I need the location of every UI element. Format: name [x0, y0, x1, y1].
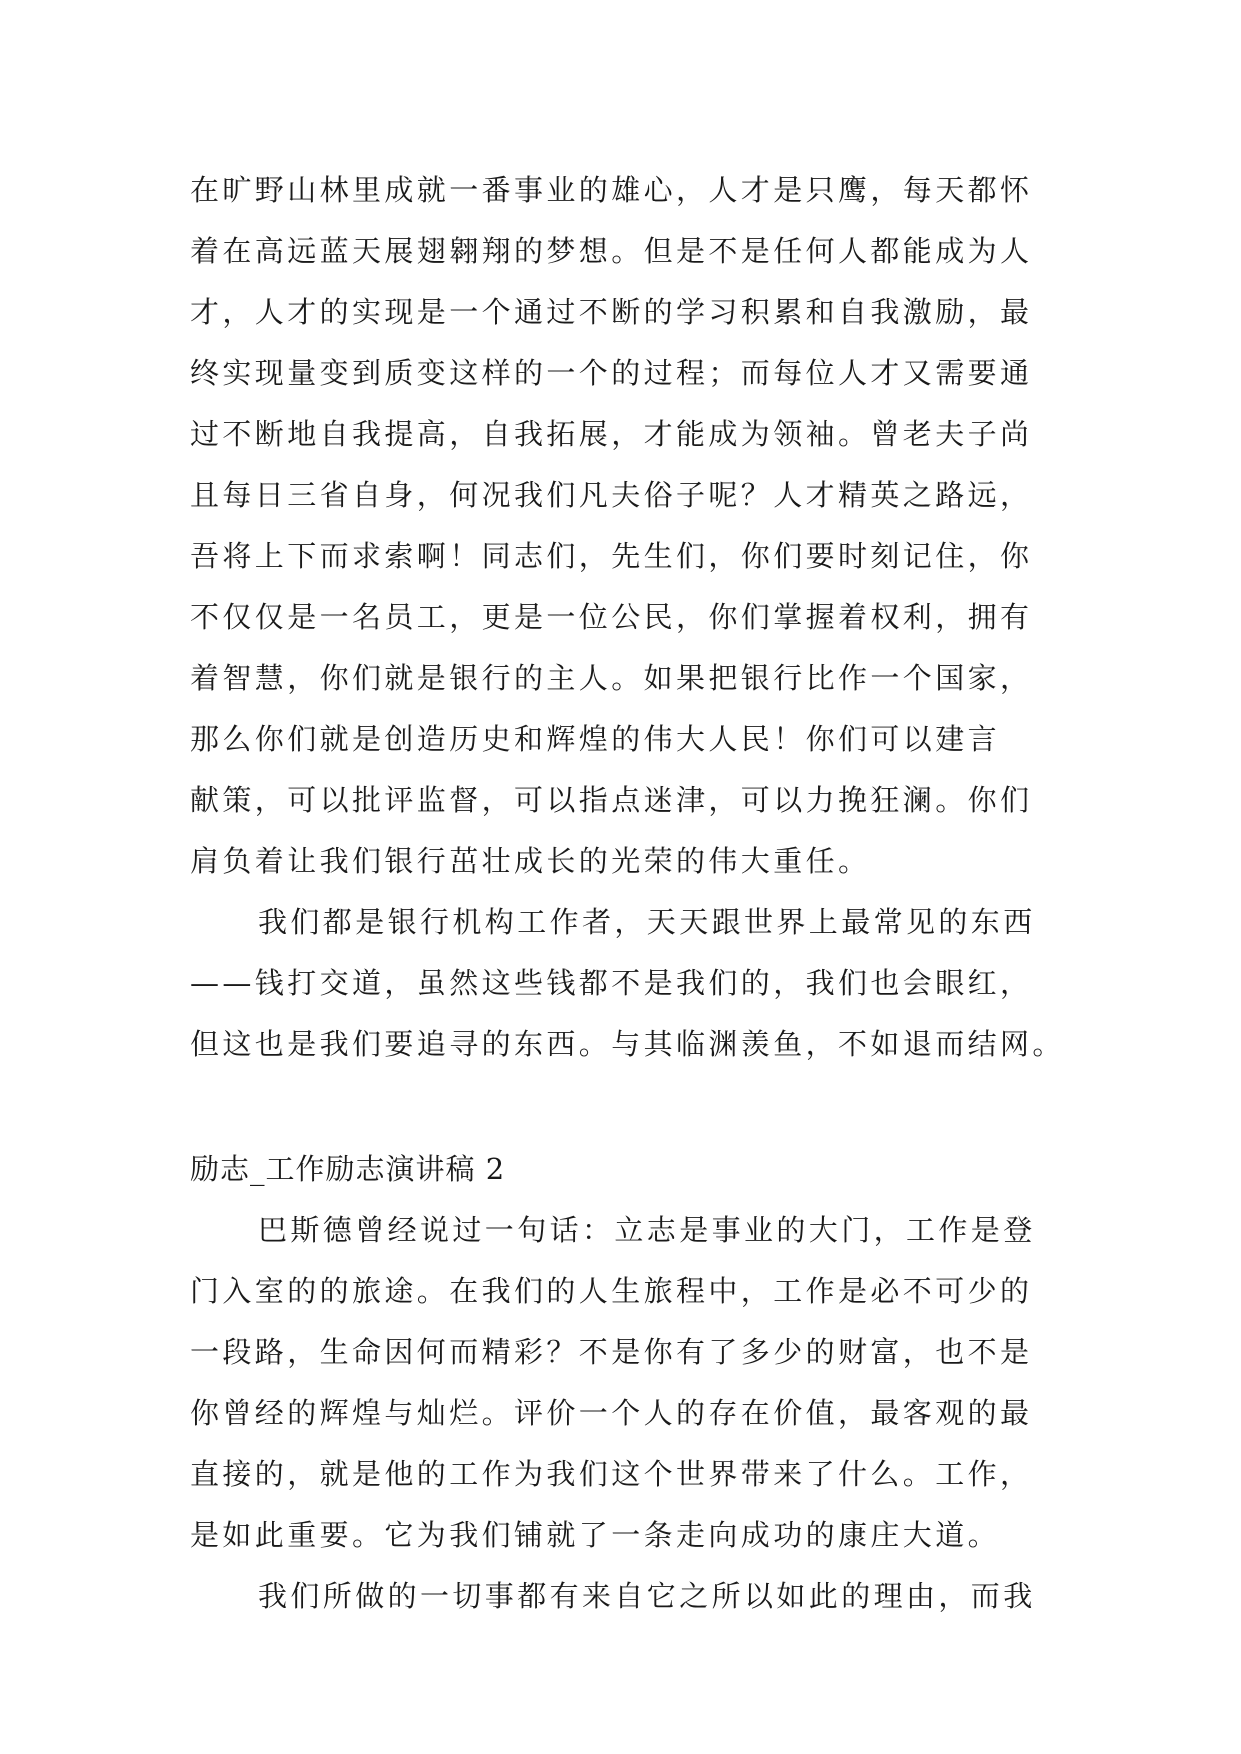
text-line: 且每日三省自身，何况我们凡夫俗子呢？人才精英之路远，	[190, 478, 1033, 512]
text-line: 献策，可以批评监督，可以指点迷津，可以力挽狂澜。你们	[190, 783, 1033, 817]
text-line: 肩负着让我们银行茁壮成长的光荣的伟大重任。	[190, 844, 871, 878]
section-spacer	[190, 1075, 1060, 1139]
text-line: 着在高远蓝天展翅翱翔的梦想。但是不是任何人都能成为人	[190, 234, 1033, 268]
section-heading: 励志_工作励志演讲稿 2	[190, 1152, 506, 1186]
text-line: 才，人才的实现是一个通过不断的学习积累和自我激励，最	[190, 295, 1033, 329]
text-line: 直接的，就是他的工作为我们这个世界带来了什么。工作，	[190, 1457, 1033, 1491]
paragraph-reasons	[190, 1566, 1060, 1627]
paragraph-pasteur	[190, 1200, 1060, 1566]
text-line: 门入室的的旅途。在我们的人生旅程中，工作是必不可少的	[190, 1274, 1033, 1308]
text-line: 在旷野山林里成就一番事业的雄心，人才是只鹰，每天都怀	[190, 173, 1033, 207]
text-line: 着智慧，你们就是银行的主人。如果把银行比作一个国家，	[190, 661, 1033, 695]
text-line: 是如此重要。它为我们铺就了一条走向成功的康庄大道。	[190, 1518, 1001, 1552]
document-page	[190, 160, 1065, 1627]
text-line: ——钱打交道，虽然这些钱都不是我们的，我们也会眼红，	[190, 966, 1033, 1000]
paragraph-continued	[190, 160, 1060, 892]
text-line: 那么你们就是创造历史和辉煌的伟大人民！你们可以建言	[190, 722, 1001, 756]
text-line: 吾将上下而求索啊！同志们，先生们，你们要时刻记住，你	[190, 539, 1033, 573]
text-line: 不仅仅是一名员工，更是一位公民，你们掌握着权利，拥有	[190, 600, 1033, 634]
text-line: 终实现量变到质变这样的一个的过程；而每位人才又需要通	[190, 356, 1033, 390]
text-line: 过不断地自我提高，自我拓展，才能成为领袖。曾老夫子尚	[190, 417, 1033, 451]
text-line: 巴斯德曾经说过一句话：立志是事业的大门，工作是登	[258, 1213, 1036, 1247]
text-line: 我们所做的一切事都有来自它之所以如此的理由，而我	[258, 1579, 1036, 1613]
paragraph-bank-workers	[190, 892, 1065, 1075]
text-line: 一段路，生命因何而精彩？不是你有了多少的财富，也不是	[190, 1335, 1033, 1369]
text-line: 你曾经的辉煌与灿烂。评价一个人的存在价值，最客观的最	[190, 1396, 1033, 1430]
text-line: 但这也是我们要追寻的东西。与其临渊羡鱼，不如退而结网。	[190, 1027, 1065, 1061]
text-line: 我们都是银行机构工作者，天天跟世界上最常见的东西	[258, 905, 1036, 939]
